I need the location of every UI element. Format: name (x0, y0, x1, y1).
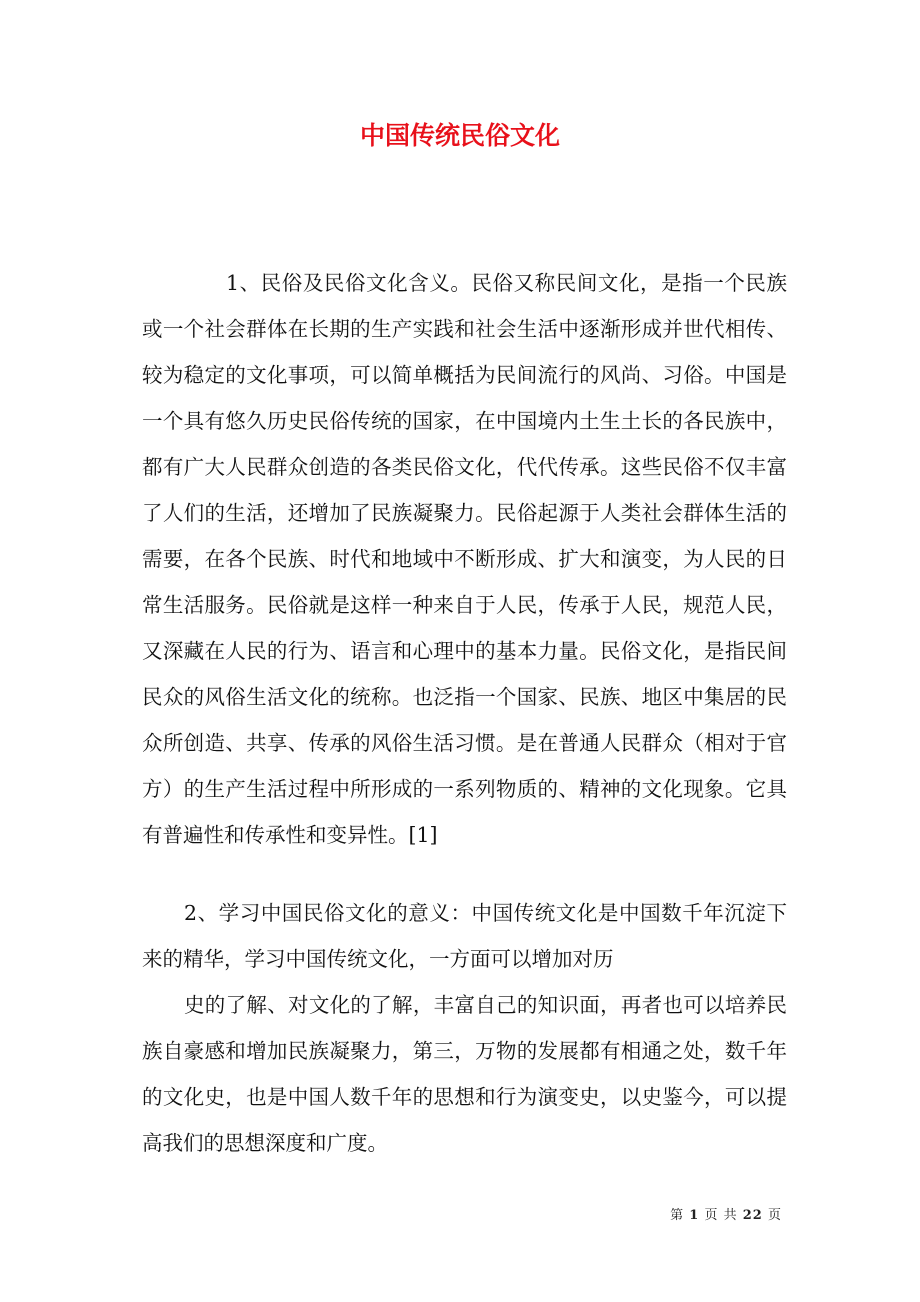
footer-prefix: 第 (670, 1208, 685, 1223)
paragraph-significance-continued: 史的了解、对文化的了解，丰富自己的知识面，再者也可以培养民族自豪感和增加民族凝聚力，第三，万物的发展都有相通之处，数千年的文化史，也是中国人数千年的思想和行为演变史，以史鉴今，可以提高我们的思想深度和广度。 (142, 993, 787, 1155)
footer-total-pages: 22 (742, 1208, 763, 1223)
footer-middle: 页 共 (704, 1208, 738, 1223)
footer-suffix: 页 (767, 1208, 782, 1223)
paragraph-definition: 1、民俗及民俗文化含义。民俗又称民间文化，是指一个民族或一个社会群体在长期的生产实践和社会生活中逐渐形成并世代相传、较为稳定的文化事项，可以简单概括为民间流行的风尚、习俗。中国是一个具有悠久历史民俗传统的国家，在中国境内土生土长的各民族中，都有广大人民群众创造的各类民俗文化，代代传承。这些民俗不仅丰富了人们的生活，还增加了民族凝聚力。民俗起源于人类社会群体生活的需要，在各个民族、时代和地域中不断形成、扩大和演变，为人民的日常生活服务。民俗就是这样一种来自于人民，传承于人民，规范人民，又深藏在人民的行为、语言和心理中的基本力量。民俗文化，是指民间民众的风俗生活文化的统称。也泛指一个国家、民族、地区中集居的民众所创造、共享、传承的风俗生活习惯。是在普通人民群众（相对于官方）的生产生活过程中所形成的一系列物质的、精神的文化现象。它具有普遍性和传承性和变异性。[1] (142, 271, 787, 847)
document-title: 中国传统民俗文化 (359, 121, 560, 150)
page-number-footer (670, 1206, 782, 1226)
footer-current-page: 1 (689, 1208, 700, 1223)
paragraph-significance: 2、学习中国民俗文化的意义：中国传统文化是中国数千年沉淀下来的精华，学习中国传统文化，一方面可以增加对历 (142, 901, 787, 971)
